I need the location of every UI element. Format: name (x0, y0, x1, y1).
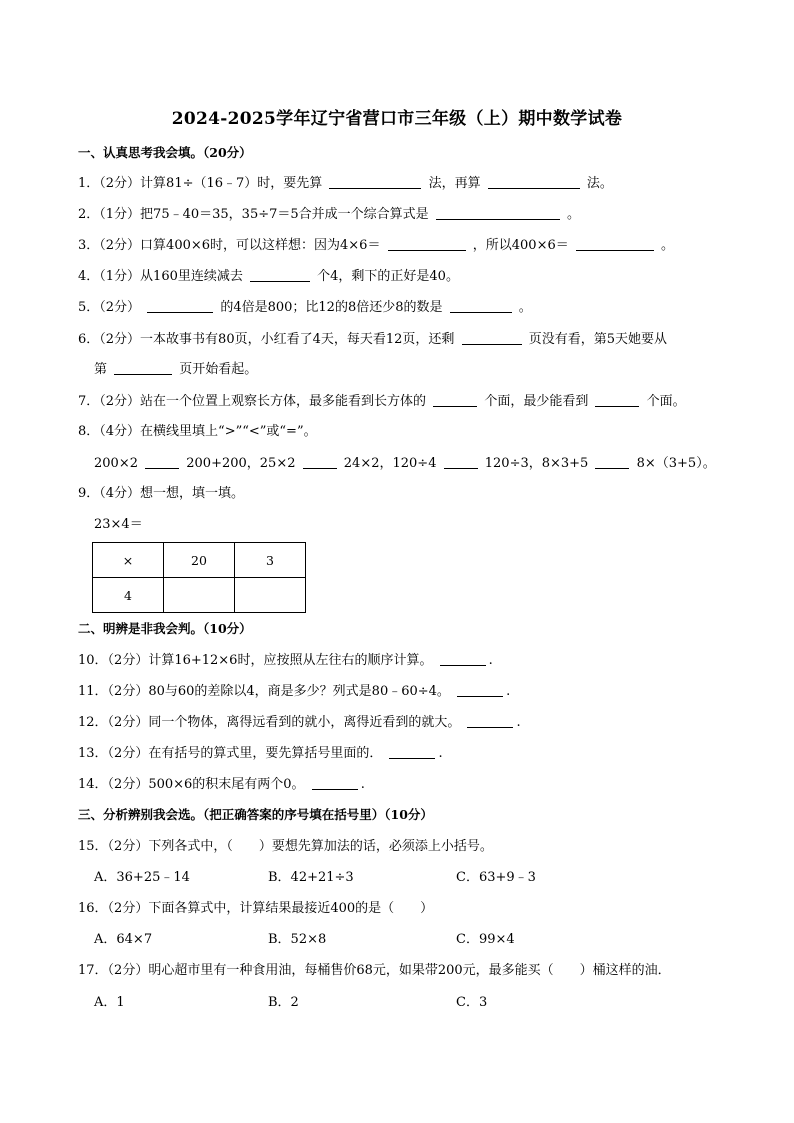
q6-blank-2[interactable] (114, 360, 172, 375)
question-17: 17．（2分）明心超市里有一种食用油，每桶售价68元，如果带200元，最多能买（ ）桶这样的油． (78, 963, 671, 978)
q7-text-b: 个面，最少能看到 (484, 394, 589, 409)
q9-expression: 23×4＝ (94, 517, 143, 532)
table-cell: 4 (93, 578, 164, 613)
question-9: 9．（4分）想一想，填一填。 (78, 486, 245, 501)
q13-blank[interactable] (389, 744, 435, 759)
q7-blank-1[interactable] (433, 392, 477, 407)
question-5 (78, 298, 734, 317)
q17-option-b[interactable]: B．2 (268, 995, 299, 1010)
q5-text-c: 。 (518, 300, 532, 315)
q8-blank-1[interactable] (145, 454, 179, 469)
question-8: 8．（4分）在横线里填上“>”“<”或“=”。 (78, 424, 317, 439)
q12-text: 12．（2分）同一个物体，离得远看到的就小，离得近看到的就大。 (78, 715, 461, 730)
table-row (93, 578, 306, 613)
q6-text-b: 页没有看，第5天她要从 (528, 332, 667, 347)
q1-text-b: 法，再算 (428, 176, 481, 191)
q2-blank[interactable] (436, 205, 560, 220)
question-4 (78, 267, 734, 286)
q1-text-c: 法。 (586, 176, 613, 191)
q16-option-c[interactable]: C．99×4 (456, 932, 515, 947)
q11-text: 11．（2分）80与60的差除以4，商是多少？列式是80﹣60÷4。 (78, 684, 450, 699)
q7-text-c: 个面。 (646, 394, 686, 409)
q17-option-a[interactable]: A．1 (94, 995, 125, 1010)
q11-blank[interactable] (457, 682, 503, 697)
table-answer-cell[interactable] (235, 578, 306, 613)
q15-option-b[interactable]: B．42+21÷3 (268, 870, 354, 885)
table-row (93, 543, 306, 578)
q4-blank[interactable] (250, 267, 310, 282)
q6-blank-1[interactable] (462, 330, 522, 345)
question-7 (78, 392, 734, 411)
q5-blank-1[interactable] (147, 298, 213, 313)
section-2-heading: 二、明辨是非我会判。（10分） (78, 621, 252, 636)
q13-text: 13．（2分）在有括号的算式里，要先算括号里面的． (78, 746, 383, 761)
q6-text-d: 页开始看起。 (179, 362, 258, 377)
q8-blank-3[interactable] (444, 454, 478, 469)
q10-blank[interactable] (440, 651, 486, 666)
q5-blank-2[interactable] (450, 298, 512, 313)
q3-blank-2[interactable] (576, 236, 654, 251)
q6-text-a: 6．（2分）一本故事书有80页，小红看了4天，每天看12页，还剩 (78, 332, 455, 347)
q8-expr-2: 200+200，25×2 (186, 456, 296, 471)
question-6-continued (94, 360, 734, 379)
question-1 (78, 174, 734, 193)
question-16: 16．（2分）下面各算式中，计算结果最接近400的是（ ） (78, 901, 434, 916)
table-cell: 3 (235, 543, 306, 578)
q8-expr-1: 200×2 (94, 456, 138, 471)
q8-blank-2[interactable] (303, 454, 337, 469)
question-11: 11．（2分）80与60的差除以4，商是多少？列式是80﹣60÷4。 . (78, 684, 511, 699)
q5-text-b: 的4倍是800；比12的8倍还少8的数是 (220, 300, 443, 315)
q1-blank-2[interactable] (488, 174, 580, 189)
question-3 (78, 236, 734, 255)
q2-text-b: 。 (566, 207, 580, 222)
q7-blank-2[interactable] (595, 392, 639, 407)
q6-text-c: 第 (94, 362, 108, 377)
q3-text-c: 。 (661, 238, 675, 253)
q3-text-b: ，所以400×6＝ (472, 238, 569, 253)
q1-blank-1[interactable] (329, 174, 421, 189)
table-answer-cell[interactable] (164, 578, 235, 613)
question-13: 13．（2分）在有括号的算式里，要先算括号里面的． . (78, 746, 443, 761)
question-8-expressions (94, 454, 734, 473)
q1-text-a: 1．（2分）计算81÷（16﹣7）时，要先算 (78, 176, 323, 191)
exam-title: 2024-2025学年辽宁省营口市三年级（上）期中数学试卷 (171, 109, 623, 129)
q4-text-b: 个4，剩下的正好是40。 (317, 269, 459, 284)
section-3-heading: 三、分析辨别我会选。（把正确答案的序号填在括号里）（10分） (78, 807, 433, 822)
q8-expr-3: 24×2，120÷4 (343, 456, 437, 471)
question-15: 15．（2分）下列各式中，（ ）要想先算加法的话，必须添上小括号。 (78, 839, 493, 854)
q16-option-a[interactable]: A．64×7 (94, 932, 153, 947)
question-14: 14．（2分）500×6的积末尾有两个0。 . (78, 777, 365, 792)
question-2 (78, 205, 734, 224)
q3-text-a: 3．（2分）口算400×6时，可以这样想：因为4×6＝ (78, 238, 381, 253)
q8-expr-4: 120÷3，8×3+5 (484, 456, 589, 471)
q16-option-b[interactable]: B．52×8 (268, 932, 327, 947)
q17-option-c[interactable]: C．3 (456, 995, 488, 1010)
q14-blank[interactable] (312, 775, 358, 790)
q15-option-c[interactable]: C．63+9﹣3 (456, 870, 536, 885)
q10-text: 10．（2分）计算16+12×6时，应按照从左往右的顺序计算。 (78, 653, 433, 668)
q15-option-a[interactable]: A．36+25﹣14 (94, 870, 190, 885)
q5-text-a: 5．（2分） (78, 300, 141, 315)
q7-text-a: 7．（2分）站在一个位置上观察长方体，最多能看到长方体的 (78, 394, 427, 409)
q8-expr-5: 8×（3+5）。 (636, 456, 716, 471)
q4-text-a: 4．（1分）从160里连续减去 (78, 269, 243, 284)
q14-text: 14．（2分）500×6的积末尾有两个0。 (78, 777, 305, 792)
table-cell: × (93, 543, 164, 578)
section-1-heading: 一、认真思考我会填。（20分） (78, 145, 252, 160)
question-6 (78, 330, 734, 349)
question-12: 12．（2分）同一个物体，离得远看到的就小，离得近看到的就大。 . (78, 715, 521, 730)
q12-blank[interactable] (467, 713, 513, 728)
q9-multiplication-table (92, 542, 306, 613)
question-10: 10．（2分）计算16+12×6时，应按照从左往右的顺序计算。 . (78, 653, 493, 668)
q3-blank-1[interactable] (388, 236, 466, 251)
table-cell: 20 (164, 543, 235, 578)
q8-blank-4[interactable] (595, 454, 629, 469)
q2-text-a: 2．（1分）把75﹣40＝35，35÷7＝5合并成一个综合算式是 (78, 207, 429, 222)
